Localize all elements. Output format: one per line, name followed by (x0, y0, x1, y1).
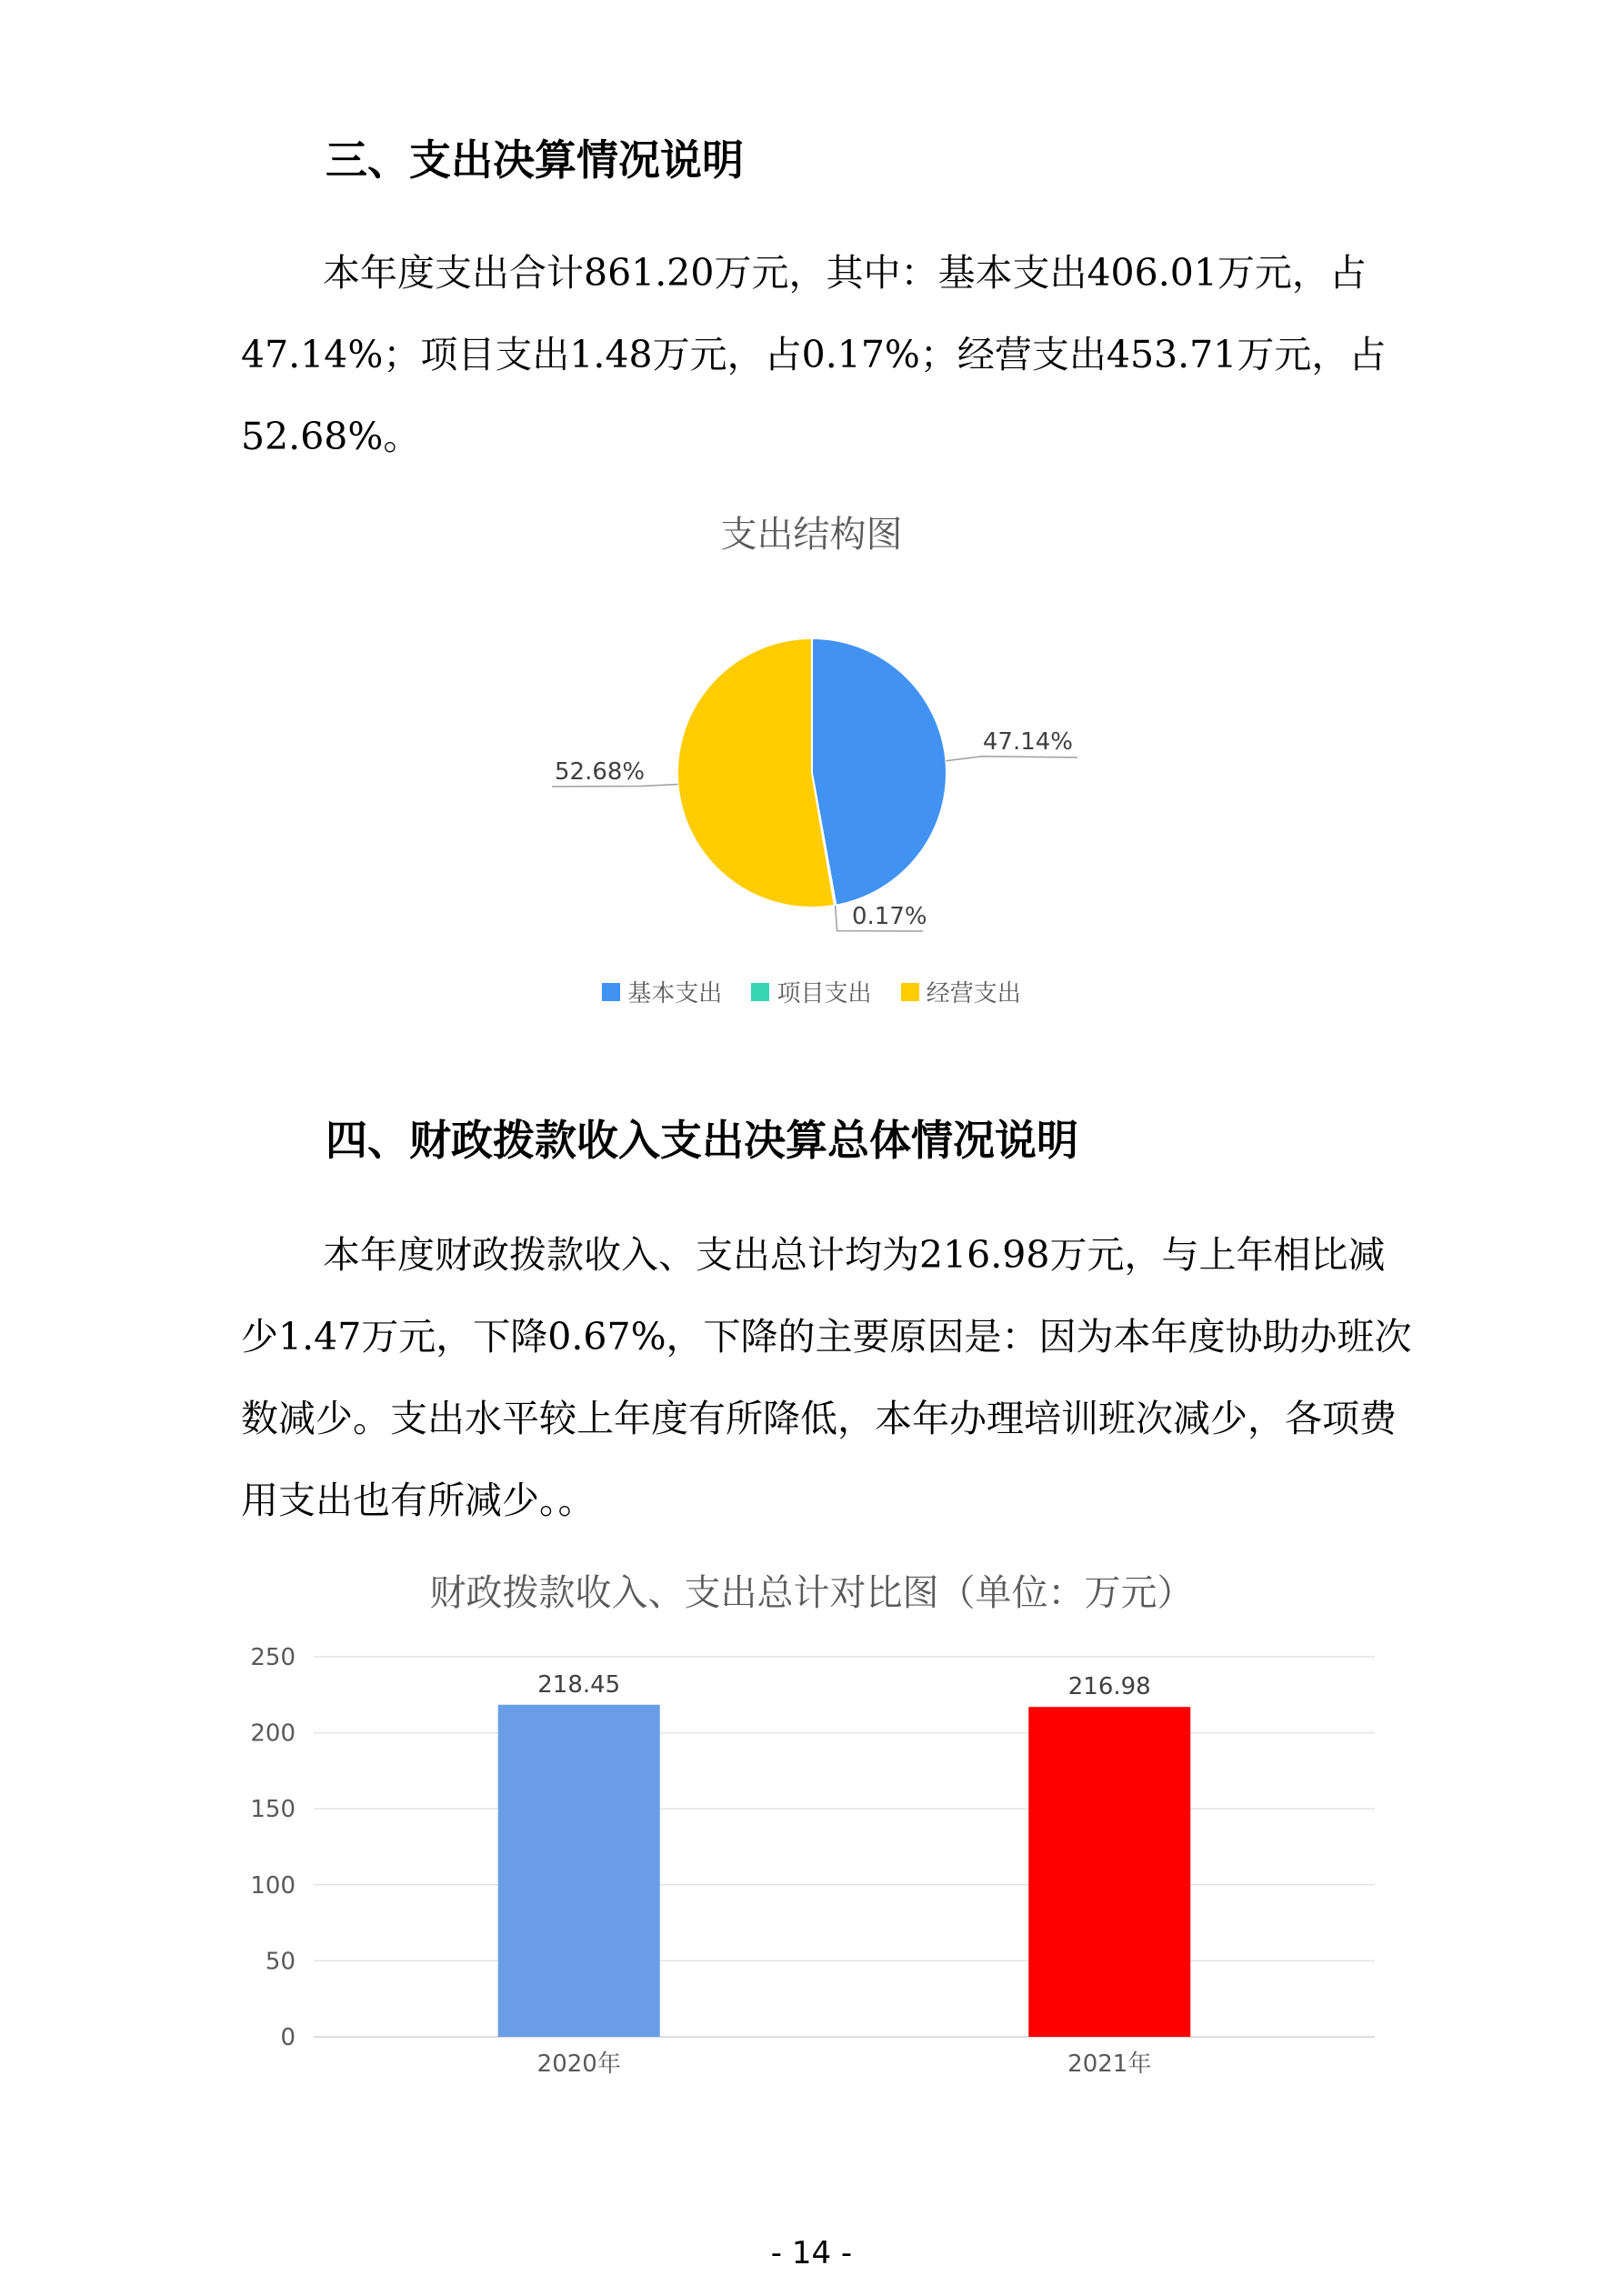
y-tick-label-150: 150 (250, 1796, 296, 1824)
pie-chart-title: 支出结构图 (720, 514, 903, 556)
legend-label-project: 项目支出 (776, 980, 872, 1008)
pie-label-project: 0.17% (852, 903, 927, 930)
y-tick-label-200: 200 (250, 1719, 296, 1748)
x-tick-label-2021: 2021年 (1067, 2050, 1152, 2078)
y-tick-label-100: 100 (250, 1871, 296, 1900)
section-4-heading: 四、财政拨款收入支出决算总体情况说明 (326, 1116, 1078, 1165)
bar-chart-title: 财政拨款收入、支出总计对比图（单位：万元） (429, 1572, 1194, 1614)
page-number: - 14 - (770, 2235, 853, 2271)
section-3-heading: 三、支出决算情况说明 (326, 135, 744, 185)
bar-value-label-2020: 218.45 (537, 1670, 621, 1699)
section-3-text: 本年度支出合计861.20万元，其中：基本支出406.01万元，占47.14%；项目支出1.48万元，占0.17%；经营支出453.71万元，占52.68%。 (241, 251, 1387, 458)
x-tick-label-2020: 2020年 (536, 2050, 621, 2078)
y-tick-label-0: 0 (280, 2024, 296, 2051)
y-tick-label-250: 250 (250, 1644, 296, 1671)
pie-label-basic: 47.14% (982, 728, 1073, 756)
bar-2021 (1028, 1707, 1190, 2037)
section-4-text: 本年度财政拨款收入、支出总计均为216.98万元，与上年相比减少1.47万元，下降0.67%，下降的主要原因是：因为本年度协助办班次数减少。支出水平较上年度有所降低，本年办理培训班次减少，各项费用支出也有所减少。。 (241, 1233, 1412, 1522)
bar-2020 (498, 1705, 660, 2037)
legend-label-basic: 基本支出 (627, 980, 723, 1008)
legend-label-operating: 经营支出 (926, 980, 1021, 1008)
pie-label-operating: 52.68% (555, 758, 646, 786)
y-tick-label-50: 50 (265, 1948, 296, 1976)
bar-value-label-2021: 216.98 (1067, 1673, 1151, 1701)
